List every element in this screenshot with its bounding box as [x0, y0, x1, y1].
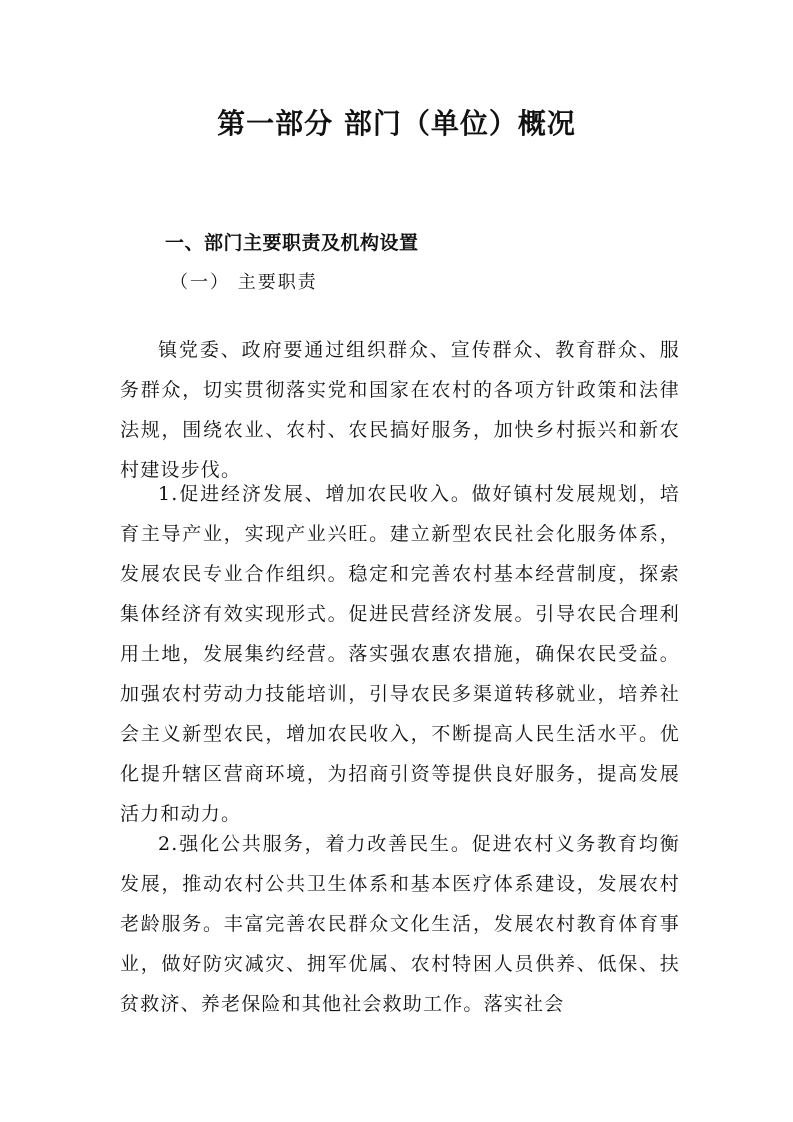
section-heading: 一、部门主要职责及机构设置 [165, 232, 419, 254]
page-title: 第一部分 部门（单位）概况 [217, 107, 576, 140]
subsection-heading: （一） 主要职责 [170, 272, 318, 293]
paragraph-item-1: 1.促进经济发展、增加农民收入。做好镇村发展规划，培育主导产业，实现产业兴旺。建立新型农民社会化服务体系，发展农民专业合作组织。稳定和完善农村基本经营制度，探索集体经济有效实现形式。促进民营经济发展。引导农民合理利用土地，发展集约经营。落实强农惠农措施，确保农民受益。加强农村劳动力技能培训，引导农民多渠道转移就业，培养社会主义新型农民，增加农民收入，不断提高人民生活水平。优化提升辖区营商环境，为招商引资等提供良好服务，提高发展活力和动力。 [120, 483, 680, 825]
paragraph-intro: 镇党委、政府要通过组织群众、宣传群众、教育群众、服务群众，切实贯彻落实党和国家在农村的各项方针政策和法律法规，围绕农业、农村、农民搞好服务，加快乡村振兴和新农村建设步伐。 [120, 339, 680, 481]
paragraph-item-2: 2.强化公共服务，着力改善民生。促进农村义务教育均衡发展，推动农村公共卫生体系和基本医疗体系建设，发展农村老龄服务。丰富完善农民群众文化生活，发展农村教育体育事业，做好防灾减灾、拥军优属、农村特困人员供养、低保、扶贫救济、养老保险和其他社会救助工作。落实社会 [120, 833, 680, 1015]
